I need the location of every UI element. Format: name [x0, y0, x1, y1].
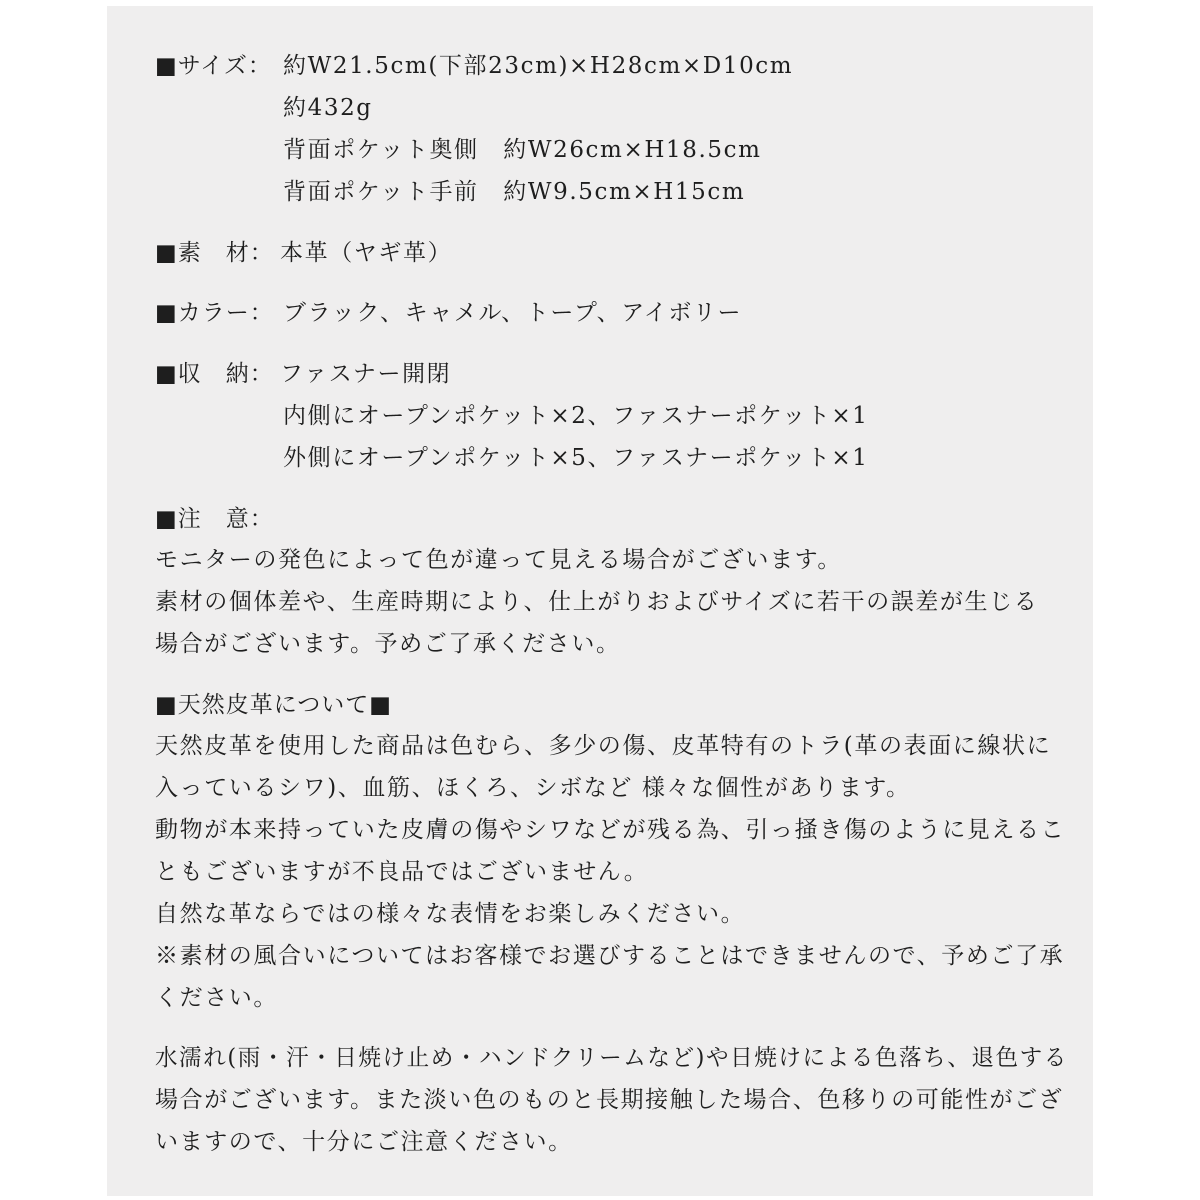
- water-line: 場合がございます。また淡い色のものと長期接触した場合、色移りの可能性がござ: [155, 1087, 1064, 1113]
- water-line: 水濡れ(雨・汗・日焼け止め・ハンドクリームなど)や日焼けによる色落ち、退色する: [155, 1045, 1068, 1071]
- size-back-pocket-front: 背面ポケット手前 約W9.5cm×H15cm: [283, 179, 746, 205]
- storage-label: ■収 納：: [155, 361, 274, 387]
- leather-line: ともございますが不良品ではございません。: [155, 859, 649, 885]
- leather-line: 入っているシワ)、血筋、ほくろ、シボなど 様々な個性があります。: [155, 775, 911, 801]
- caution-line: 場合がございます。予めご了承ください。: [155, 631, 621, 657]
- water-line: いますので、十分にご注意ください。: [155, 1129, 573, 1155]
- size-weight: 約432g: [283, 95, 373, 121]
- leather-heading: ■天然皮革について■: [155, 692, 393, 718]
- caution-heading: ■注 意：: [155, 506, 274, 532]
- color-label: ■カラー：: [155, 300, 274, 326]
- color-value: ブラック、キャメル、トープ、アイボリー: [283, 300, 743, 326]
- leather-line: ください。: [155, 985, 278, 1011]
- size-label: ■サイズ：: [155, 53, 272, 79]
- material-value: 本革（ヤギ革）: [280, 240, 453, 266]
- leather-line: 動物が本来持っていた皮膚の傷やシワなどが残る為、引っ掻き傷のように見えるこ: [155, 817, 1066, 843]
- leather-line: 天然皮革を使用した商品は色むら、多少の傷、皮革特有のトラ(革の表面に線状に: [155, 733, 1052, 759]
- size-dimensions: 約W21.5cm(下部23cm)×H28cm×D10cm: [283, 53, 794, 79]
- storage-outer-pockets: 外側にオープンポケット×5、ファスナーポケット×1: [283, 445, 869, 471]
- storage-closure: ファスナー開閉: [280, 361, 452, 387]
- caution-line: 素材の個体差や、生産時期により、仕上がりおよびサイズに若干の誤差が生じる: [155, 589, 1039, 615]
- storage-inner-pockets: 内側にオープンポケット×2、ファスナーポケット×1: [283, 403, 869, 429]
- leather-line: 自然な革ならではの様々な表情をお楽しみください。: [155, 901, 746, 927]
- material-label: ■素 材：: [155, 240, 274, 266]
- leather-line: ※素材の風合いについてはお客様でお選びすることはできませんので、予めご了承: [155, 943, 1065, 969]
- size-back-pocket-inner: 背面ポケット奥側 約W26cm×H18.5cm: [283, 137, 762, 163]
- caution-line: モニターの発色によって色が違って見える場合がございます。: [155, 547, 842, 573]
